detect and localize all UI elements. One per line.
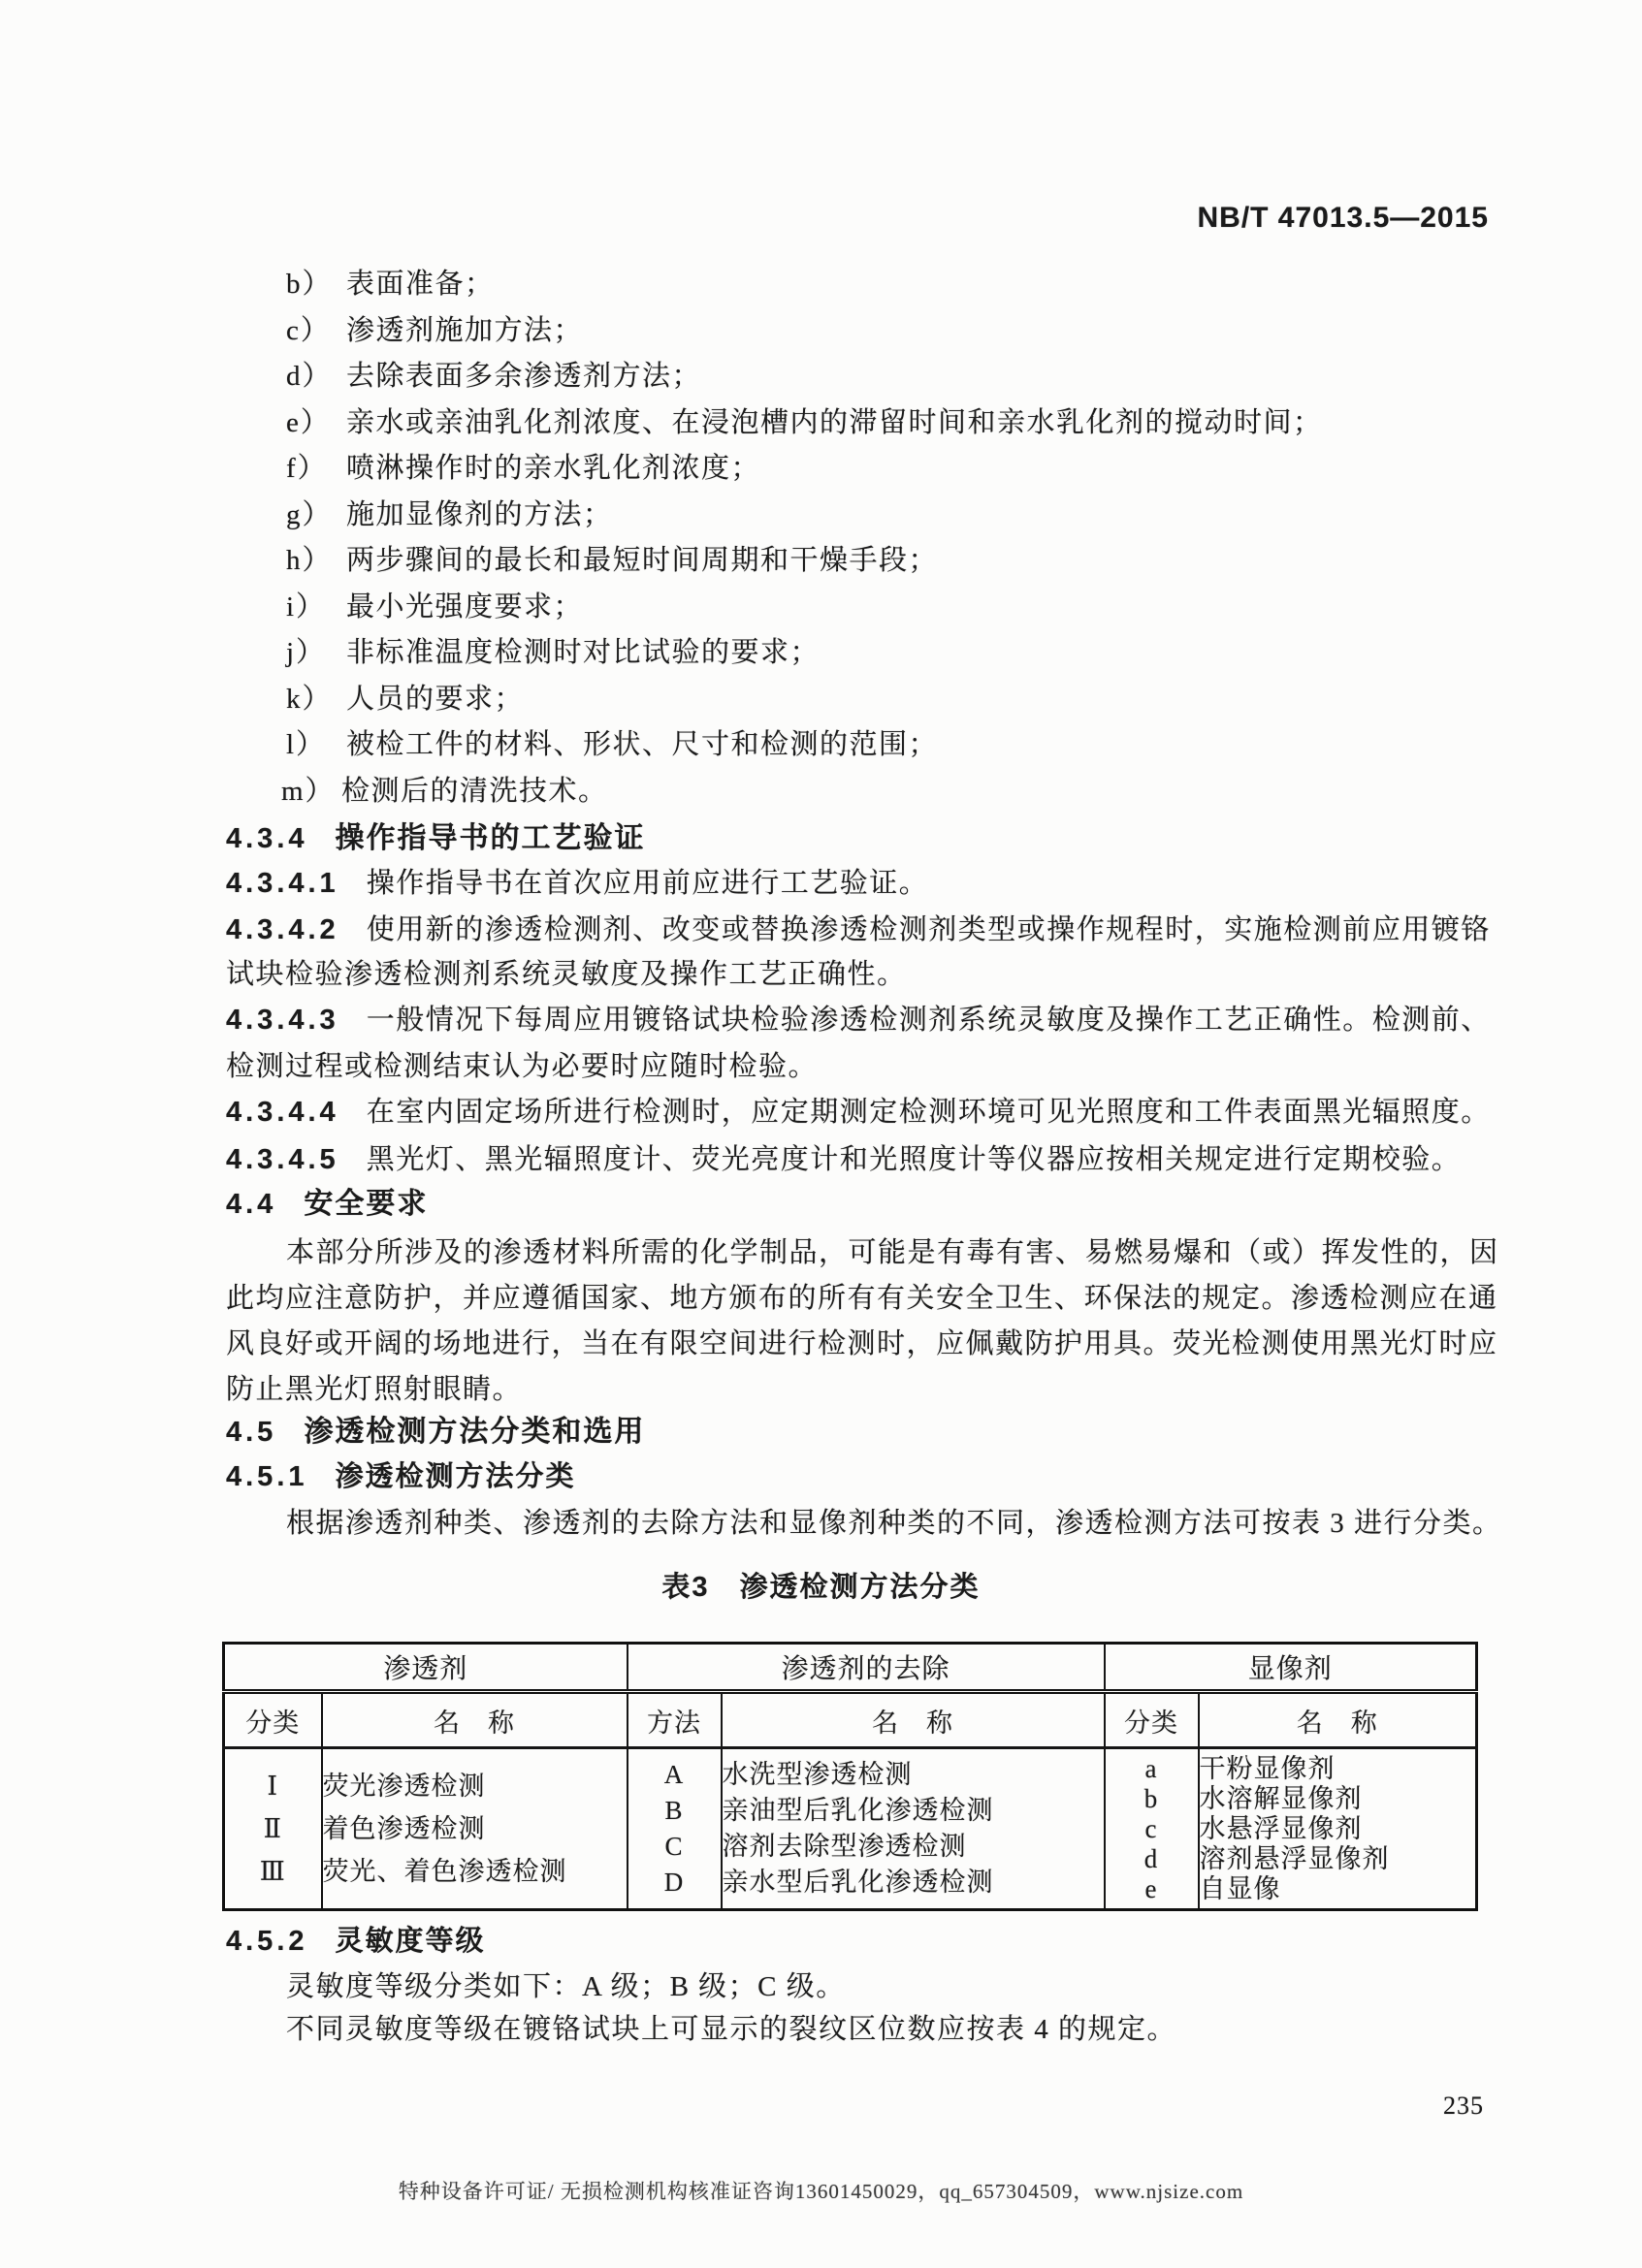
- list-item-label: i）: [286, 591, 327, 623]
- clause-title: 渗透检测方法分类: [335, 1461, 576, 1492]
- list-item-text: 喷淋操作时的亲水乳化剂浓度；: [346, 453, 761, 484]
- list-item-d: [286, 357, 701, 396]
- list-item-label: c）: [286, 315, 331, 346]
- table-sub-header-row: [224, 1692, 1477, 1748]
- list-item-i: [286, 588, 583, 626]
- clause-number: 4.3.4.3: [226, 1005, 339, 1036]
- clause-4-3-4-1: [226, 864, 928, 903]
- clause-number: 4.3.4.2: [226, 914, 339, 945]
- clause-title: 安全要求: [304, 1188, 429, 1220]
- list-item-text: 渗透剂施加方法；: [346, 315, 584, 346]
- clause-number: 4.4: [226, 1189, 277, 1220]
- table-3: [222, 1642, 1478, 1911]
- clause-4-5-1-heading: [226, 1457, 576, 1496]
- list-item-label: g）: [286, 499, 333, 530]
- sub-header-class: 分类: [1105, 1692, 1199, 1748]
- clause-title: 操作指导书的工艺验证: [335, 822, 646, 854]
- list-item-f: [286, 449, 760, 488]
- clause-4-3-4-3-cont: 检测过程或检测结束认为必要时应随时检验。: [226, 1051, 819, 1082]
- sensitivity-line-1: 灵敏度等级分类如下：A 级；B 级；C 级。: [286, 1971, 846, 2002]
- page-number: 235: [1443, 2092, 1484, 2120]
- sub-header-name: 名 称: [322, 1692, 628, 1748]
- clause-number: 4.5.1: [226, 1461, 308, 1492]
- list-item-label: m）: [281, 776, 336, 807]
- list-item-text: 检测后的清洗技术。: [341, 776, 608, 807]
- clause-4-3-4-2-cont: 试块检验渗透检测剂系统灵敏度及操作工艺正确性。: [226, 959, 907, 990]
- clause-4-5-heading: [226, 1413, 645, 1452]
- sub-header-class: 分类: [224, 1692, 322, 1748]
- clause-4-3-4-4: [226, 1093, 1491, 1132]
- developer-classes-cell: a b c d e: [1105, 1748, 1199, 1910]
- list-item-text: 最小光强度要求；: [346, 591, 584, 623]
- clause-title: 渗透检测方法分类和选用: [304, 1416, 646, 1448]
- footer-note: 特种设备许可证/ 无损检测机构核准证咨询13601450029，qq_657304509，www.njsize.com: [398, 2180, 1244, 2203]
- list-item-text: 亲水或亲油乳化剂浓度、在浸泡槽内的滞留时间和亲水乳化剂的搅动时间；: [346, 407, 1323, 438]
- clause-text: 操作指导书在首次应用前应进行工艺验证。: [366, 868, 929, 899]
- group-header-penetrant: 渗透剂: [224, 1644, 628, 1692]
- group-header-developer: 显像剂: [1105, 1644, 1477, 1692]
- clause-number: 4.3.4.4: [226, 1097, 339, 1128]
- clause-4-3-4-2: [226, 910, 1491, 949]
- list-item-k: [286, 680, 524, 719]
- clause-text: 使用新的渗透检测剂、改变或替换渗透检测剂类型或操作规程时，实施检测前应用镀铬: [366, 914, 1491, 945]
- clause-text: 在室内固定场所进行检测时，应定期测定检测环境可见光照度和工件表面黑光辐照度。: [366, 1097, 1491, 1128]
- list-item-m: [281, 772, 608, 811]
- group-header-removal: 渗透剂的去除: [628, 1644, 1105, 1692]
- clause-4-5-2-heading: [226, 1922, 486, 1961]
- clause-number: 4.5.2: [226, 1926, 308, 1957]
- list-item-e: [286, 403, 1323, 442]
- safety-paragraph-line: 本部分所涉及的渗透材料所需的化学制品，可能是有毒有害、易燃易爆和（或）挥发性的，因: [286, 1237, 1499, 1268]
- clause-4-3-4-heading: [226, 819, 646, 858]
- list-item-g: [286, 495, 613, 534]
- clause-number: 4.3.4.1: [226, 868, 339, 899]
- safety-paragraph-line: 防止黑光灯照射眼睛。: [226, 1374, 523, 1405]
- doc-code-header: NB/T 47013.5—2015: [1197, 202, 1489, 234]
- list-item-label: f）: [286, 453, 328, 484]
- list-item-text: 被检工件的材料、形状、尺寸和检测的范围；: [346, 729, 939, 760]
- list-item-text: 两步骤间的最长和最短时间周期和干燥手段；: [346, 545, 939, 576]
- table-data-row: [224, 1748, 1477, 1910]
- clause-4-3-4-3: [226, 1001, 1491, 1039]
- clause-title: 灵敏度等级: [335, 1926, 486, 1957]
- list-item-label: d）: [286, 361, 333, 392]
- list-item-label: h）: [286, 545, 333, 576]
- list-item-text: 非标准温度检测时对比试验的要求；: [346, 637, 821, 668]
- sub-header-name: 名 称: [722, 1692, 1105, 1748]
- list-item-label: j）: [286, 637, 327, 668]
- list-item-j: [286, 633, 820, 672]
- removal-names-cell: 水洗型渗透检测 亲油型后乳化渗透检测 溶剂去除型渗透检测 亲水型后乳化渗透检测: [722, 1748, 1105, 1910]
- list-item-label: b）: [286, 269, 333, 300]
- list-item-label: k）: [286, 684, 333, 715]
- list-item-h: [286, 541, 938, 580]
- safety-paragraph-line: 风良好或开阔的场地进行，当在有限空间进行检测时，应佩戴防护用具。荧光检测使用黑光灯时应: [226, 1328, 1498, 1359]
- clause-number: 4.3.4: [226, 823, 308, 854]
- clause-text: 一般情况下每周应用镀铬试块检验渗透检测剂系统灵敏度及操作工艺正确性。检测前、: [366, 1005, 1491, 1036]
- list-item-text: 去除表面多余渗透剂方法；: [346, 361, 702, 392]
- list-item-c: [286, 311, 583, 350]
- list-item-text: 人员的要求；: [346, 684, 525, 715]
- clause-4-3-4-5: [226, 1140, 1461, 1179]
- removal-methods-cell: A B C D: [628, 1748, 722, 1910]
- clause-number: 4.3.4.5: [226, 1144, 339, 1175]
- list-item-text: 表面准备；: [346, 269, 495, 300]
- list-item-label: e）: [286, 407, 331, 438]
- list-item-b: [286, 265, 495, 303]
- penetrant-classes-cell: Ⅰ Ⅱ Ⅲ: [224, 1748, 322, 1910]
- sensitivity-line-2: 不同灵敏度等级在镀铬试块上可显示的裂纹区位数应按表 4 的规定。: [286, 2014, 1177, 2045]
- clause-number: 4.5: [226, 1417, 277, 1448]
- list-item-text: 施加显像剂的方法；: [346, 499, 613, 530]
- table-group-header-row: [224, 1644, 1477, 1692]
- list-item-label: l）: [286, 729, 327, 760]
- safety-paragraph-line: 此均应注意防护，并应遵循国家、地方颁布的所有有关安全卫生、环保法的规定。渗透检测应在通: [226, 1283, 1498, 1314]
- classification-paragraph: 根据渗透剂种类、渗透剂的去除方法和显像剂种类的不同，渗透检测方法可按表 3 进行分类。: [286, 1508, 1502, 1539]
- developer-names-cell: 干粉显像剂 水溶解显像剂 水悬浮显像剂 溶剂悬浮显像剂 自显像: [1199, 1748, 1477, 1910]
- sub-header-method: 方法: [628, 1692, 722, 1748]
- clause-text: 黑光灯、黑光辐照度计、荧光亮度计和光照度计等仪器应按相关规定进行定期校验。: [366, 1144, 1462, 1175]
- list-item-l: [286, 725, 938, 764]
- clause-4-4-heading: [226, 1185, 428, 1224]
- sub-header-name: 名 称: [1199, 1692, 1477, 1748]
- penetrant-names-cell: 荧光渗透检测 着色渗透检测 荧光、着色渗透检测: [322, 1748, 628, 1910]
- table-3-caption: 表3 渗透检测方法分类: [661, 1572, 981, 1603]
